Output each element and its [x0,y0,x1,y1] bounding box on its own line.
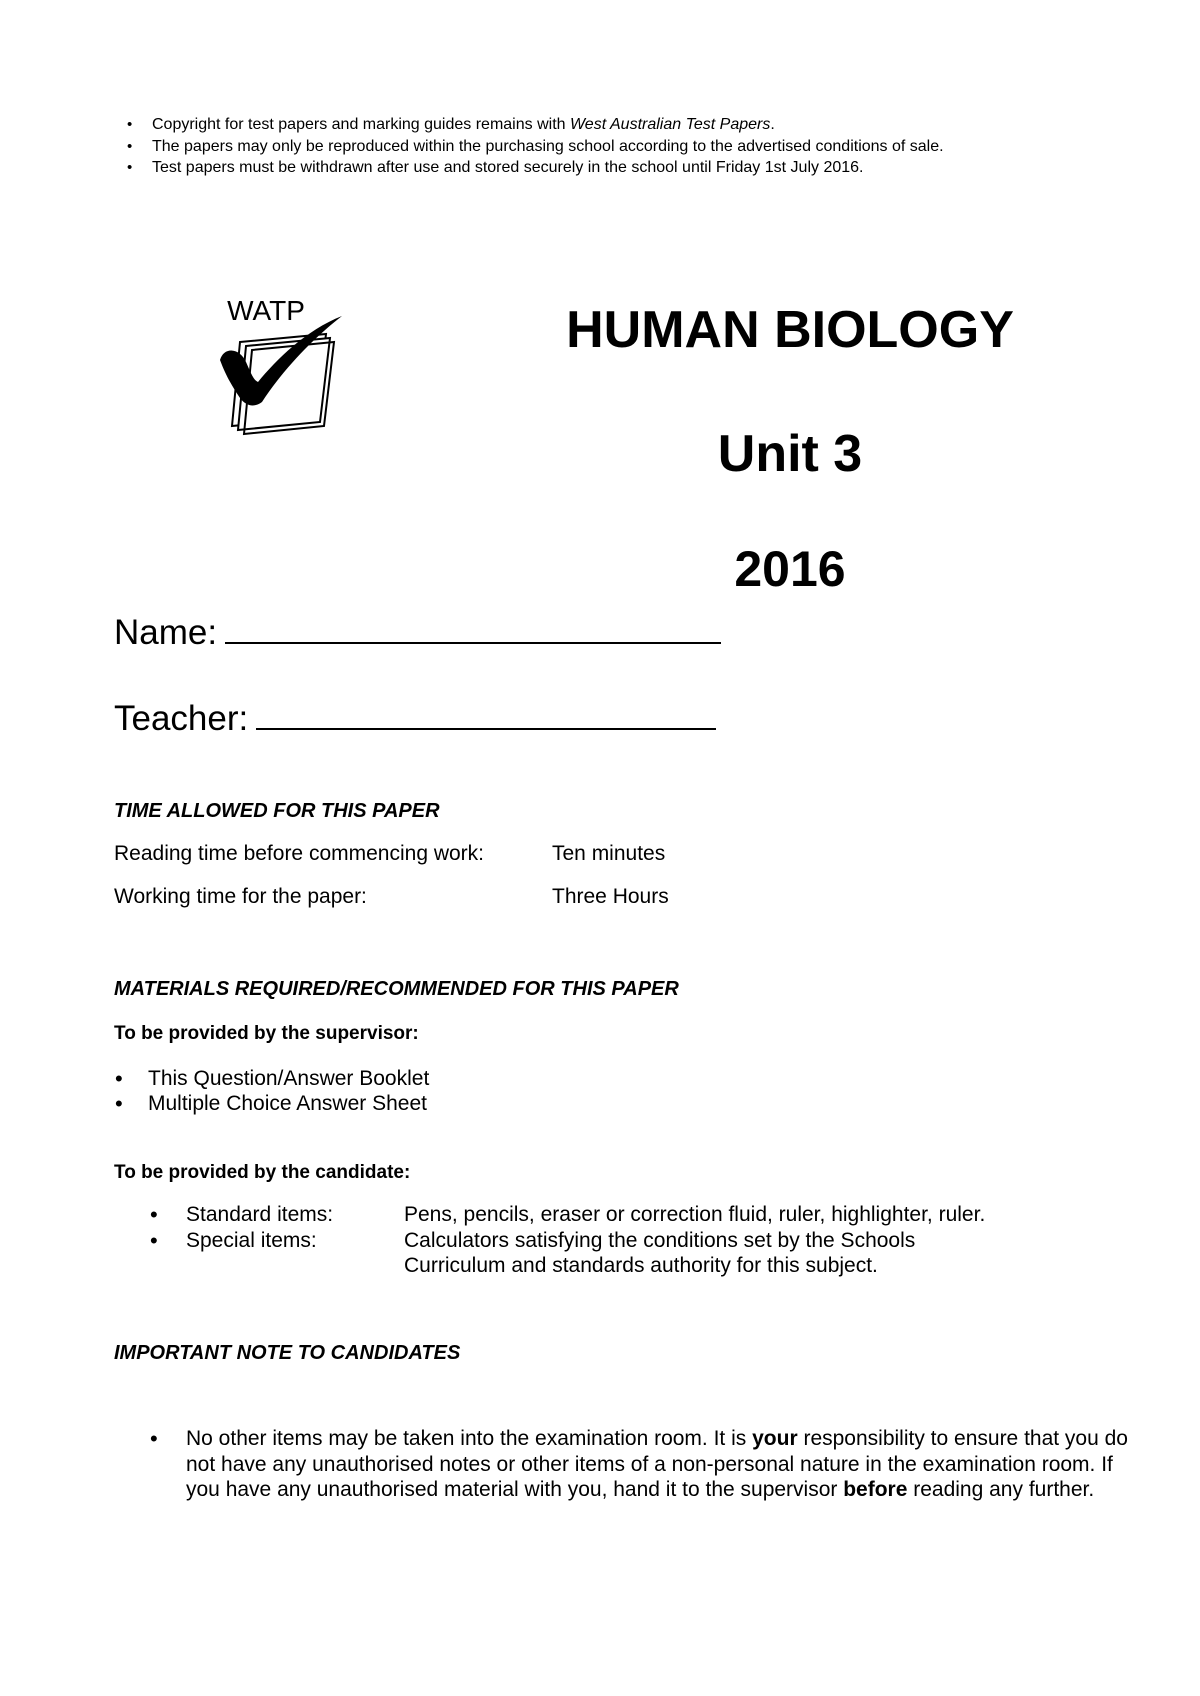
supervisor-item: • Multiple Choice Answer Sheet [114,1091,429,1116]
name-field[interactable] [225,612,721,644]
copyright-text: Copyright for test papers and marking guides remains with [152,116,570,133]
note-emphasis-your: your [752,1427,798,1450]
important-note [150,1426,1130,1503]
materials-heading: MATERIALS REQUIRED/RECOMMENDED FOR THIS PAPER [114,978,679,1000]
note-text: responsibility to ensure that you do not have any unauthorised notes or other items of a non-personal nature in the examination room. If you have any unauthorised material with you, hand it to the supervisor [186,1427,1128,1501]
important-note-heading: IMPORTANT NOTE TO CANDIDATES [114,1342,461,1364]
candidate-item-standard [150,1202,1050,1227]
copyright-notice-1 [128,114,944,136]
reading-time-value: Ten minutes [552,842,666,865]
subject-title: HUMAN BIOLOGY [566,301,1014,359]
note-emphasis-before: before [843,1478,908,1501]
candidate-item-special [150,1228,1050,1278]
copyright-text-end: . [770,116,775,133]
important-note-item [150,1426,1130,1503]
supervisor-heading: To be provided by the supervisor: [114,1023,419,1044]
working-time-row [114,885,669,909]
special-items-label: Special items: [186,1229,317,1252]
copyright-notices [128,114,944,179]
working-time-value: Three Hours [552,885,669,908]
candidate-heading: To be provided by the candidate: [114,1162,411,1183]
checkmark-paper-icon [218,290,352,440]
note-text: reading any further. [907,1478,1095,1501]
teacher-field[interactable] [256,698,716,730]
candidate-items-list [150,1202,1050,1278]
watp-logo [218,290,352,440]
name-label: Name: [114,613,218,652]
standard-items-desc: Pens, pencils, eraser or correction fluid, ruler, highlighter, ruler. [404,1203,986,1226]
copyright-notice-2: • The papers may only be reproduced within the purchasing school according to the advertised conditions of sale. [128,136,944,158]
time-allowed-heading: TIME ALLOWED FOR THIS PAPER [114,800,440,822]
logo-text: WATP [227,295,305,326]
year-title: 2016 [734,541,846,597]
teacher-label: Teacher: [114,699,249,738]
reading-time-row [114,842,666,866]
reading-time-label: Reading time before commencing work: [114,842,485,865]
publisher-name: West Australian Test Papers [569,116,771,133]
unit-title: Unit 3 [717,425,863,483]
copyright-notice-3: • Test papers must be withdrawn after use and stored securely in the school until Friday 1st July 2016. [128,157,944,179]
supervisor-items-list [114,1066,429,1116]
standard-items-label: Standard items: [186,1203,334,1226]
note-text: No other items may be taken into the examination room. It is [186,1427,753,1450]
name-field-row [114,612,721,653]
teacher-field-row [114,698,716,739]
supervisor-item: • This Question/Answer Booklet [114,1066,429,1091]
special-items-desc: Calculators satisfying the conditions set by the Schools Curriculum and standards authority for this subject. [404,1229,916,1277]
working-time-label: Working time for the paper: [114,885,367,908]
